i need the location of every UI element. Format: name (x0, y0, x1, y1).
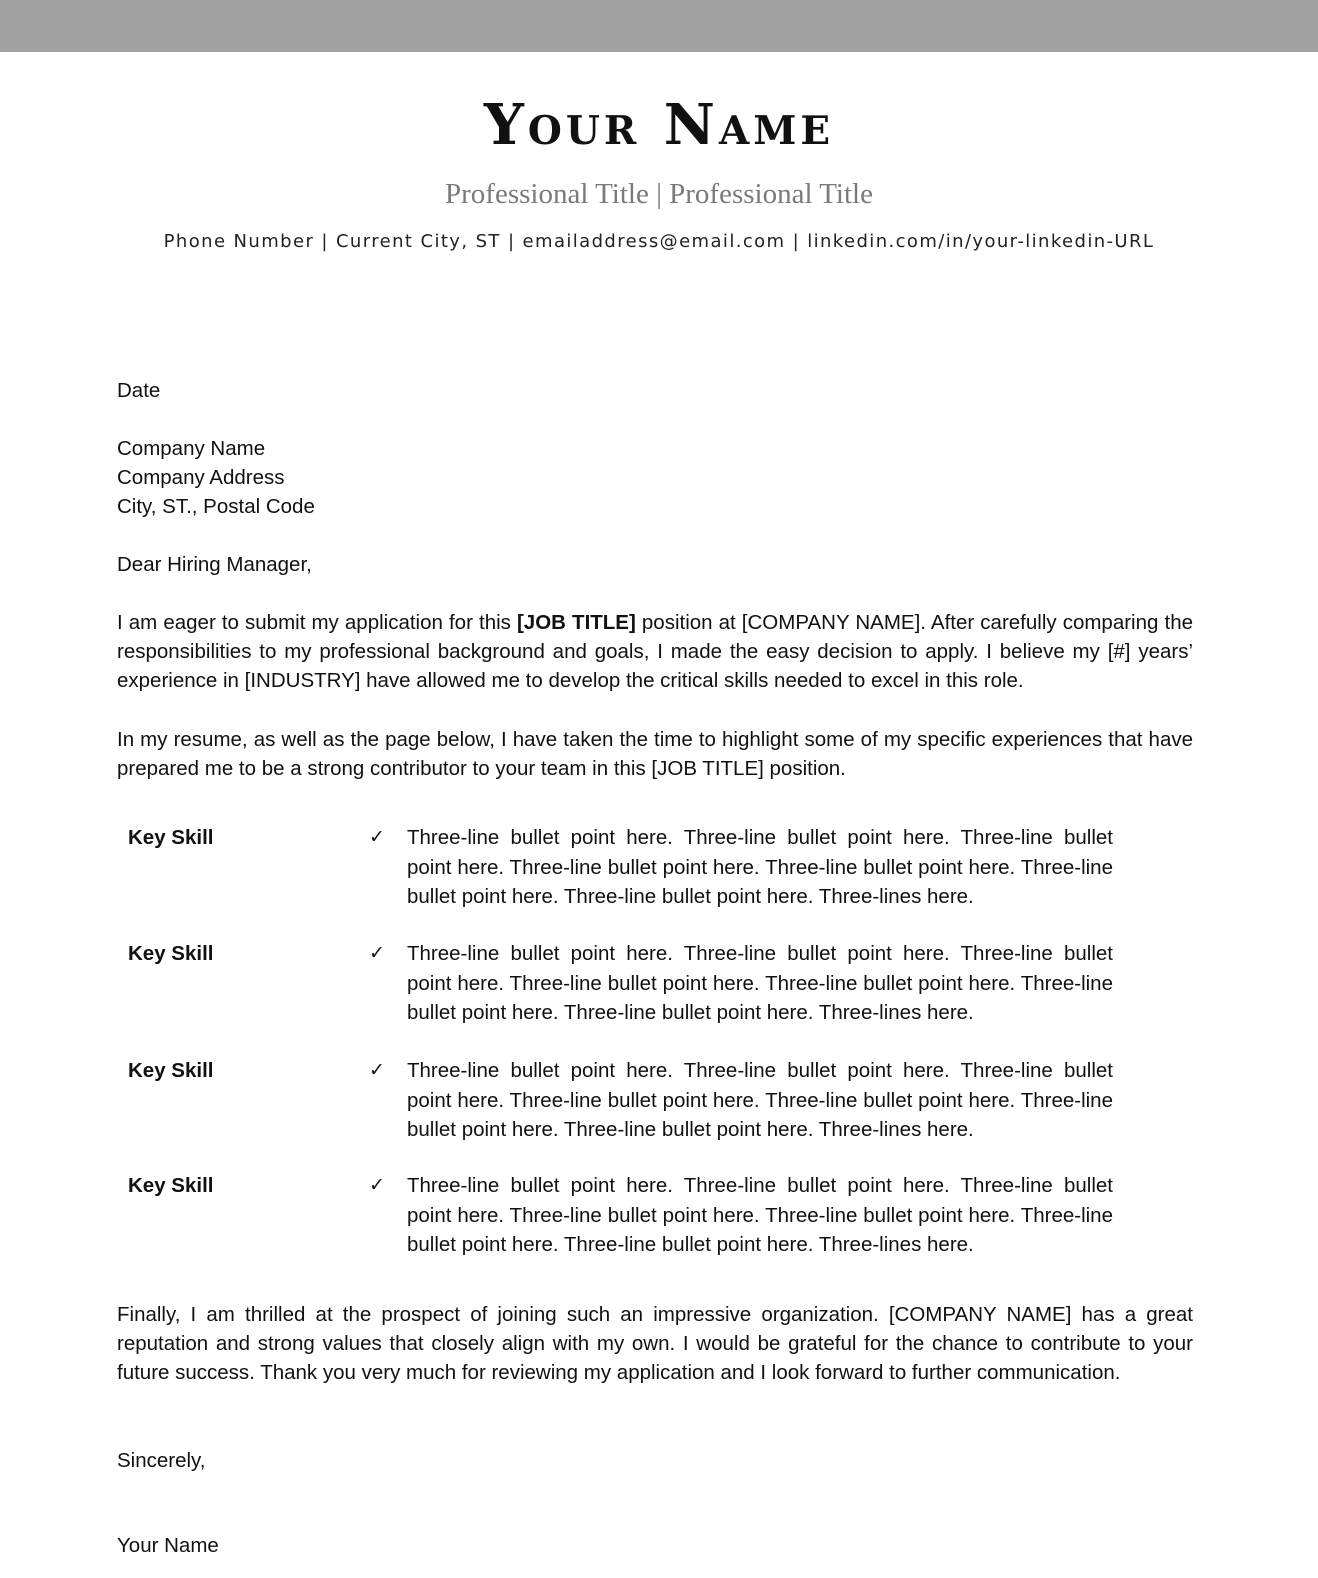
skill-bullet-text: Three-line bullet point here. Three-line bullet point here. Three-line bullet point here. Three-line bullet point here. Three-line bullet point here. Three-line bullet point here. Three-line bullet point here. Three-lines here. (407, 1174, 1113, 1256)
skill-label: Key Skill (128, 942, 214, 965)
sign-off: Sincerely, (117, 1449, 206, 1472)
skill-bullet-text: Three-line bullet point here. Three-line bullet point here. Three-line bullet point here. Three-line bullet point here. Three-line bullet point here. Three-line bullet point here. Three-line bullet point here. Three-lines here. (407, 826, 1113, 908)
recipient-address (117, 434, 1197, 521)
skill-row (117, 1056, 1117, 1146)
professional-title: Professional Title | Professional Title (445, 178, 873, 210)
letter-date: Date (117, 379, 161, 402)
checkmark-icon: ✓ (369, 826, 385, 848)
checkmark-icon: ✓ (369, 1059, 385, 1081)
skill-row (117, 1171, 1117, 1261)
company-address: Company Address (117, 466, 285, 489)
skill-label: Key Skill (128, 1174, 214, 1197)
skill-label: Key Skill (128, 1059, 214, 1082)
contact-line: Phone Number | Current City, ST | emailaddress@email.com | linkedin.com/in/your-linkedin-URL (163, 231, 1155, 252)
second-paragraph: In my resume, as well as the page below, I have taken the time to highlight some of my specific experiences that have prepared me to be a strong contributor to your team in this [JOB TITLE] position. (117, 728, 1193, 780)
opening-paragraph (117, 608, 1193, 695)
skill-row (117, 823, 1117, 913)
salutation: Dear Hiring Manager, (117, 553, 312, 576)
document-page (0, 52, 1318, 1578)
skill-bullet-text: Three-line bullet point here. Three-line bullet point here. Three-line bullet point here. Three-line bullet point here. Three-line bullet point here. Three-line bullet point here. Three-line bullet point here. Three-lines here. (407, 1059, 1113, 1141)
applicant-name-heading: Your Name (483, 92, 835, 158)
signature-name: Your Name (117, 1534, 219, 1557)
closing-paragraph: Finally, I am thrilled at the prospect of joining such an impressive organization. [COMPANY NAME] has a great reputation and strong values that closely align with my own. I would be grateful for the chance to contribute to your future success. Thank you very much for reviewing my application and I look forward to further communication. (117, 1303, 1193, 1384)
opening-paragraph-rest: position at [COMPANY NAME]. After carefully comparing the responsibilities to my professional background and goals, I made the easy decision to apply. I believe my [#] years’ experience in [INDUSTRY] have allowed me to develop the critical skills needed to excel in this role. (117, 611, 1193, 692)
opening-paragraph-start: I am eager to submit my application for this (117, 611, 517, 634)
checkmark-icon: ✓ (369, 942, 385, 964)
checkmark-icon: ✓ (369, 1174, 385, 1196)
skill-bullet-text: Three-line bullet point here. Three-line bullet point here. Three-line bullet point here. Three-line bullet point here. Three-line bullet point here. Three-line bullet point here. Three-line bullet point here. Three-lines here. (407, 942, 1113, 1024)
company-name: Company Name (117, 437, 266, 460)
viewer-top-bar (0, 0, 1318, 52)
skill-label: Key Skill (128, 826, 214, 849)
skill-row (117, 939, 1117, 1029)
city-line: City, ST., Postal Code (117, 495, 315, 518)
job-title-placeholder: [JOB TITLE] (516, 611, 636, 634)
